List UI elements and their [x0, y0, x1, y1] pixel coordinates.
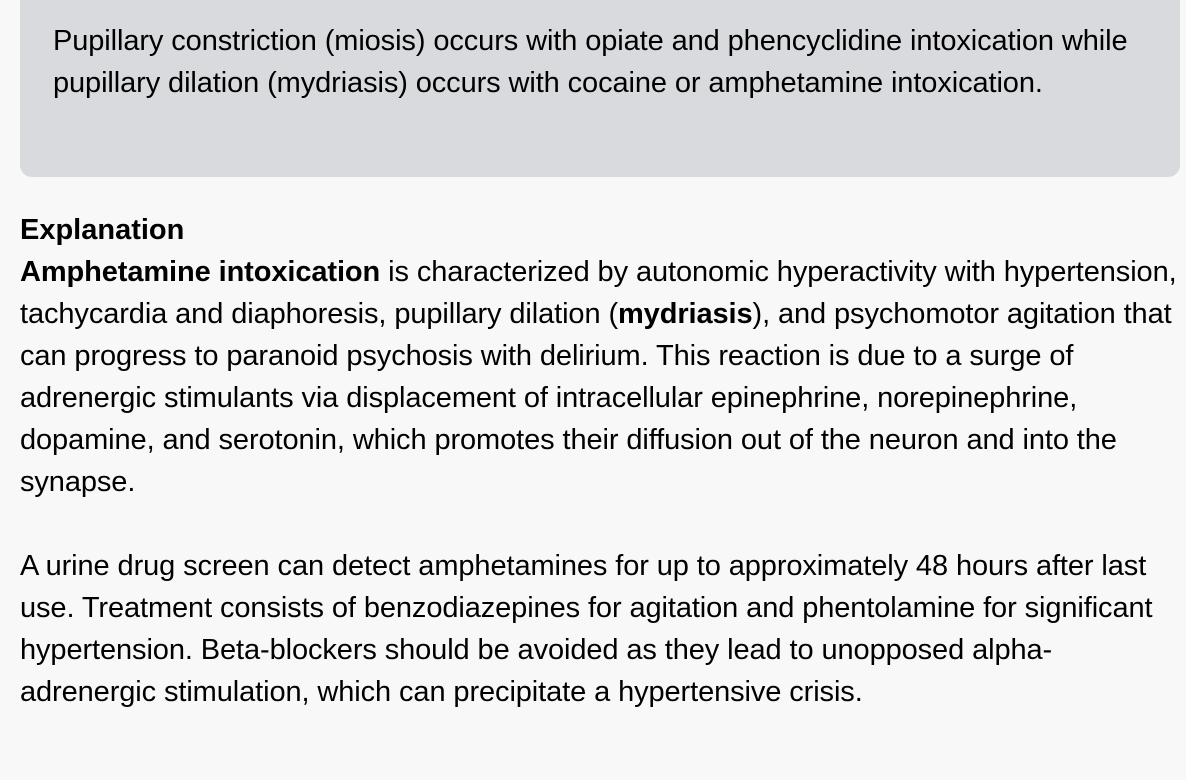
educational-objective-text: Pupillary constriction (miosis) occurs with opiate and phencyclidine intoxication while pupillary dilation (mydriasis) occurs with cocaine or amphetamine intoxication. — [53, 25, 1128, 99]
explanation-paragraph-2: A urine drug screen can detect amphetamines for up to approximately 48 hours after last use. Treatment consists of benzodiazepines for agitation and phentolamine for significant hypertension. Beta-blockers should be avoided as they lead to unopposed alpha-adrenergic stimulation, which can precipitate a hypertensive crisis. — [20, 550, 1153, 708]
bold-term-mydriasis: mydriasis — [618, 298, 753, 330]
educational-objective-box — [20, 0, 1180, 177]
bold-term-amphetamine-intoxication: Amphetamine intoxication — [20, 256, 381, 288]
explanation-paragraph-1 — [20, 251, 1180, 503]
explanation-section — [20, 209, 1180, 713]
explanation-heading: Explanation — [20, 214, 185, 246]
paragraph-1-text-a: is characterized by autonomic hyperactivity with hypertension, tachycardia and diaphoresis, pupillary dilation ( — [20, 256, 1177, 330]
paragraph-1-text-b: ), and psychomotor agitation that can progress to paranoid psychosis with delirium. This reaction is due to a surge of adrenergic stimulants via displacement of intracellular epinephrine, norepinephrine, dopamine, and serotonin, which promotes their diffusion out of the neuron and into the synapse. — [20, 298, 1172, 498]
